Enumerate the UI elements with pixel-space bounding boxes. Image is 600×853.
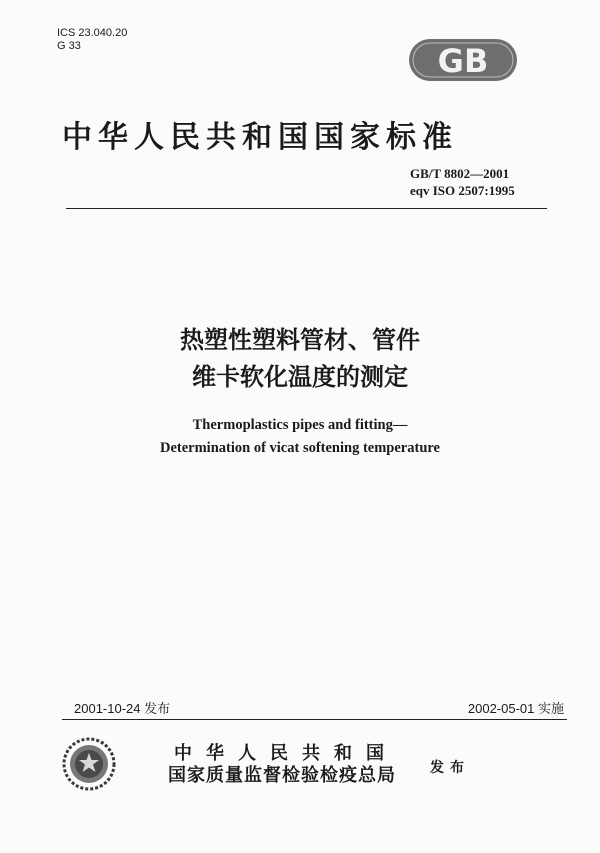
ics-code: ICS 23.040.20 — [57, 27, 128, 39]
bottom-divider — [62, 719, 567, 720]
gb-logo — [408, 38, 518, 82]
equivalent-standard: eqv ISO 2507:1995 — [410, 183, 515, 198]
publisher-block — [168, 743, 398, 787]
gb-logo-text: GB — [437, 42, 489, 80]
english-title — [0, 414, 600, 460]
ccs-code: G 33 — [57, 40, 81, 52]
standard-code-block — [410, 165, 515, 199]
chinese-title-line2: 维卡软化温度的测定 — [192, 363, 408, 391]
top-divider — [66, 208, 547, 209]
dates-row — [74, 698, 564, 718]
chinese-title — [0, 322, 600, 396]
publisher-line1: 中华人民共和国 — [174, 743, 398, 764]
standard-number: GB/T 8802—2001 — [410, 166, 510, 181]
chinese-title-line1: 热塑性塑料管材、管件 — [180, 326, 420, 354]
publish-label: 发布 — [430, 760, 470, 776]
english-title-line1: Thermoplastics pipes and fitting— — [192, 417, 408, 433]
implementation-date: 2002-05-01 实施 — [467, 701, 564, 716]
classification-codes — [57, 27, 127, 53]
national-emblem-icon — [62, 737, 116, 791]
english-title-line2: Determination of vicat softening temperature — [160, 440, 440, 456]
publisher-line2: 国家质量监督检验检疫总局 — [168, 765, 396, 786]
agency-title: 中华人民共和国国家标准 — [62, 120, 458, 155]
issue-date: 2001-10-24 发布 — [74, 701, 171, 716]
